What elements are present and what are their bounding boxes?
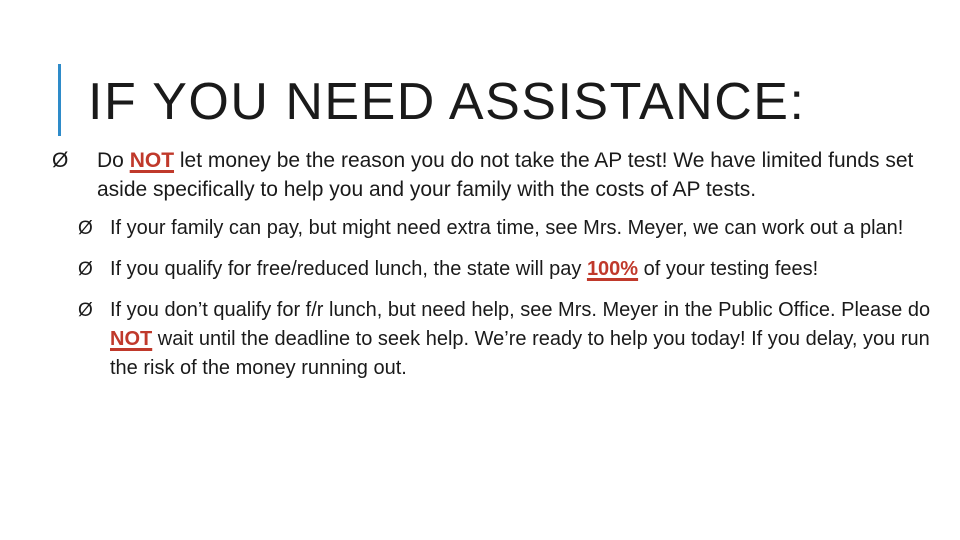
main-bullet-text-after: let money be the reason you do not take the AP test! We have limited funds set aside specifically to help you and your family with the costs of AP tests. <box>97 149 914 201</box>
sub-bullet-emphasis-percent: 100% <box>586 258 639 280</box>
slide-title: IF YOU NEED ASSISTANCE: <box>88 73 806 131</box>
sub-bullet-pay-extra-time <box>52 214 932 243</box>
arrowhead-bullet-icon: Ø <box>52 149 69 172</box>
sub-bullet-need-help <box>52 296 932 383</box>
arrowhead-bullet-icon: Ø <box>78 218 93 239</box>
arrowhead-bullet-icon: Ø <box>78 300 93 321</box>
sub-bullet-text-before: If you qualify for free/reduced lunch, the state will pay <box>110 258 587 280</box>
title-accent-bar <box>58 64 61 136</box>
main-bullet-emphasis: NOT <box>129 149 175 172</box>
main-bullet <box>52 146 932 204</box>
sub-bullet-text-before: If you don’t qualify for f/r lunch, but need help, see Mrs. Meyer in the Public Office. Please do <box>110 299 931 321</box>
sub-bullet-text-after: wait until the deadline to seek help. We’re ready to help you today! If you delay, you run the risk of the money running out. <box>110 328 930 379</box>
sub-bullet-text-after: of your testing fees! <box>638 258 819 280</box>
main-bullet-text-before: Do <box>97 149 130 172</box>
arrowhead-bullet-icon: Ø <box>78 259 93 280</box>
sub-bullet-text: If your family can pay, but might need extra time, see Mrs. Meyer, we can work out a plan! <box>110 217 904 239</box>
bullet-list <box>52 146 932 395</box>
sub-bullet-free-reduced-lunch <box>52 255 932 284</box>
sub-bullet-emphasis-not: NOT <box>110 328 153 350</box>
